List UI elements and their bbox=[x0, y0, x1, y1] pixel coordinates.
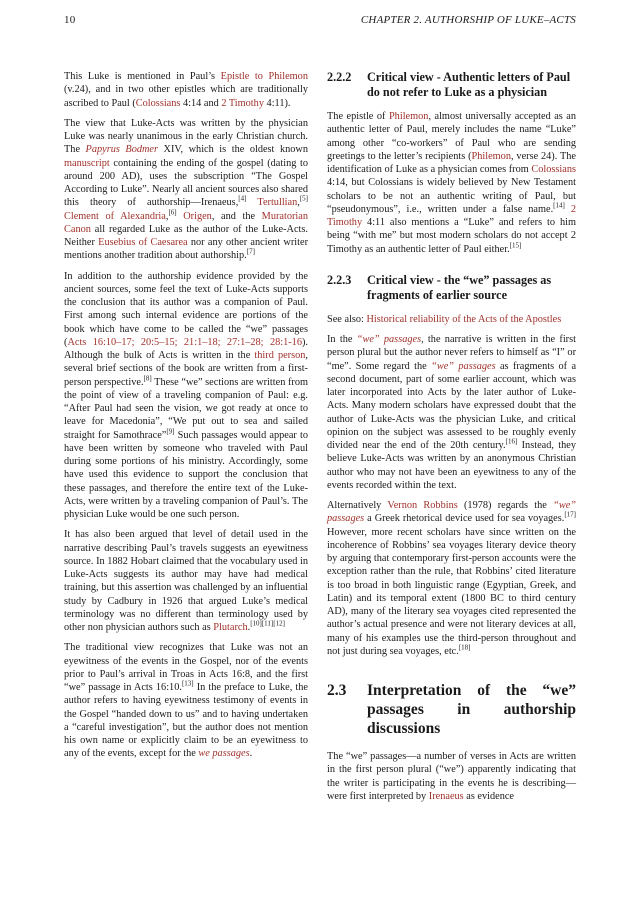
paragraph-internal-evidence: In addition to the authorship evidence provided by the ancient sources, some feel the text of Luke-Acts supports the conclusion that its author was a companion of Paul. First among such internal evidence are portions of the book which have come to be called the “we” passages (Acts 16:10–17; 20:5–15; 21:1–18; 27:1–28; 28:1-16). Although the bulk of Acts is written in the third person, several brief sections of the book are written from a first-person perspective.[8] These “we” sections are written from the point of view of a traveling companion of Paul: e.g. “After Paul had seen the vision, we got ready at once to leave for Macedonia”, “We put out to sea and sailed straight for Samothrace”[9] Such passages would appear to have been written by someone who traveled with Paul during some portions of his ministry. Accordingly, some have used this evidence to support the conclusion that these passages, and therefore the entire text of the Luke-Acts, were written by a traveling companion of Paul’s. The physician Luke would be one such person. bbox=[64, 270, 308, 520]
paragraph-robbins: Alternatively Vernon Robbins (1978) regards the “we” passages a Greek rhetorical device used for sea voyages.[17] However, more recent scholars have since written on the incoherence of Robbins’ sea voyages literary device theory by arguing that contemporary first-person accounts were the exception rather than the rule, that Robbins’ cited literature is too broad in both linguistic range (Egyptian, Greek, and Latin) and its temporal extent (1800 BC to third century AD), many of the literary sea voyages cited represented the author’s actual presence and were not literary devices at all, many of his examples use the third-person throughout and not just during sea voyages, etc.[18] bbox=[327, 500, 576, 657]
link-muratorian-canon[interactable]: Muratorian Canon bbox=[64, 210, 308, 235]
link-philemon[interactable]: Philemon bbox=[471, 150, 511, 162]
link-colossians[interactable]: Colossians bbox=[135, 97, 181, 109]
link-2-timothy[interactable]: 2 Timothy bbox=[221, 97, 264, 109]
link-we-passages[interactable]: “we” passages bbox=[356, 334, 422, 345]
link-acts-passages[interactable]: Acts 16:10–17; 20:5–15; 21:1–18; 27:1–28; 28:1-16 bbox=[67, 336, 302, 348]
paragraph-philemon: The epistle of Philemon, almost universally accepted as an authentic letter of Paul, merely includes the name “Luke” among other “co-workers” of Paul who are sending greetings to the letter’s recipients (Philemon, verse 24). The identification of Luke as a physician comes from Colossians 4:14, but Colossians is widely believed by New Testament scholars to be not an authentic writing of Paul, but “pseudonymous”, i.e., written under a false name.[14] 2 Timothy 4:11 also mentions a “Luke” and refers to him being “with me” but most modern scholars do not accept 2 Timothy as an authentic letter of Paul either.[15] bbox=[327, 111, 577, 255]
page-header bbox=[64, 14, 576, 34]
section-number: 2.2.3 bbox=[327, 272, 352, 287]
footnote-ref[interactable]: [5] bbox=[299, 194, 309, 203]
running-chapter-title: CHAPTER 2. AUTHORSHIP OF LUKE–ACTS bbox=[360, 14, 576, 26]
footnote-ref[interactable]: [14] bbox=[553, 201, 565, 210]
link-irenaeus[interactable]: Irenaeus bbox=[428, 790, 464, 802]
footnote-ref[interactable]: [8] bbox=[143, 374, 152, 383]
link-philemon[interactable]: Philemon bbox=[388, 111, 429, 122]
paragraph-not-eyewitness: The traditional view recognizes that Luke was not an eyewitness of the events in the Gospel, nor of the events prior to Paul’s arrival in Troas in Acts 16:8, and the first “we” passage in Acts 16:10.[13] In the preface to Luke, the author refers to having eyewitness testimony of events in the Gospel “handed down to us” and to having undertaken a “careful investigation”, but the author does not mention his own name or explicitly claim to be an eyewitness to any of the events, except for the we passages. bbox=[64, 642, 308, 760]
footnote-ref[interactable]: [15] bbox=[509, 241, 522, 250]
section-title: Critical view - Authentic letters of Paul do not refer to Luke as a physician bbox=[367, 70, 571, 99]
link-epistle-to-philemon[interactable]: Epistle to Philemon bbox=[220, 71, 308, 82]
page-number: 10 bbox=[64, 14, 76, 26]
section-heading-2-2-3 bbox=[327, 273, 576, 303]
footnote-ref[interactable]: [4] bbox=[238, 194, 247, 203]
link-papyrus-bodmer[interactable]: Papyrus Bodmer bbox=[85, 144, 158, 156]
link-tertullian[interactable]: Tertullian bbox=[257, 197, 298, 209]
paragraph-interpretation: The “we” passages—a number of verses in Acts are written in the first person plural (“we”) apparently indicating that the writer is participating in the events he is describing—were first interpreted by Irenaeus as evidence bbox=[327, 751, 576, 802]
section-number: 2.3 bbox=[327, 682, 347, 699]
footnote-ref[interactable]: [6] bbox=[168, 208, 177, 217]
section-title: Interpretation of the “we” passages in authorship discussions bbox=[367, 682, 576, 737]
see-also-note: See also: Historical reliability of the Acts of the Apostles bbox=[327, 313, 562, 325]
link-eusebius[interactable]: Eusebius of Caesarea bbox=[98, 237, 188, 248]
footnote-ref[interactable]: [10][11][12] bbox=[250, 619, 285, 628]
link-clement-of-alexandria[interactable]: Clement of Alexandria bbox=[64, 210, 166, 222]
footnote-ref[interactable]: [18] bbox=[458, 643, 471, 652]
link-we-passages[interactable]: “we” passages bbox=[431, 360, 496, 372]
link-third-person[interactable]: third person bbox=[254, 350, 306, 361]
section-heading-2-3 bbox=[327, 681, 576, 738]
section-number: 2.2.2 bbox=[327, 70, 352, 84]
paragraph-eyewitness-detail: It has also been argued that level of detail used in the narrative describing Paul’s travels suggests an eyewitness source. In 1882 Hobart claimed that the vocabulary used in Luke-Acts suggests its author may have had medical training, but this assertion was challenged by an influential study by Cadbury in 1926 that argued Luke’s medical terminology was no different than terminology used by other non physician authors such as Plutarch.[10][11][12] bbox=[64, 529, 308, 633]
footnote-ref[interactable]: [13] bbox=[181, 679, 194, 688]
link-colossians[interactable]: Colossians bbox=[531, 164, 576, 175]
link-plutarch[interactable]: Plutarch bbox=[213, 622, 248, 633]
link-2-timothy[interactable]: 2 Timothy bbox=[327, 203, 577, 228]
paragraph-we-passages-fragments: In the “we” passages, the narrative is written in the first person plural but the author never refers to himself as “I” or “me”. Some regard the “we” passages as fragments of a second document, part of some earlier account, which was later incorporated into Acts by the later author of Luke-Acts. Many modern scholars have expressed doubt that the author of Luke-Acts was the physician Luke, and critical opinion on the subject was assessed to be roughly evenly divided near the end of the 20th century.[16] Instead, they believe Luke-Acts was written by an anonymous Christian author who may not have been an eyewitness to any of the events recorded within the text. bbox=[327, 334, 577, 491]
footnote-ref[interactable]: [16] bbox=[505, 437, 518, 446]
left-column bbox=[64, 70, 308, 768]
footnote-ref[interactable]: [9] bbox=[166, 427, 175, 436]
link-origen[interactable]: Origen bbox=[183, 210, 212, 222]
paragraph-traditional-view: The view that Luke-Acts was written by the physician Luke was nearly unanimous in the early Christian church. The Papyrus Bodmer XIV, which is the oldest known manuscript containing the ending of the gospel (dating to around 200 AD), uses the subscription “The Gospel According to Luke”. Nearly all ancient sources also shared this theory of authorship—Irenaeus,[4] Tertullian,[5] Clement of Alexandria,[6] Origen, and the Muratorian Canon all regarded Luke as the author of the Luke-Acts. Neither Eusebius of Caesarea nor any other ancient writer mentions another tradition about authorship.[7] bbox=[64, 117, 309, 262]
right-column bbox=[327, 70, 576, 810]
paragraph-luke-mentioned: This Luke is mentioned in Paul’s Epistle to Philemon (v.24), and in two other epistles which are traditionally ascribed to Paul (Colossians 4:14 and 2 Timothy 4:11). bbox=[64, 71, 308, 109]
link-we-passages[interactable]: we passages bbox=[198, 748, 250, 760]
link-manuscript[interactable]: manuscript bbox=[64, 157, 110, 169]
section-title: Critical view - the “we” passages as fragments of earlier source bbox=[367, 272, 552, 302]
section-heading-2-2-2 bbox=[327, 70, 576, 100]
footnote-ref[interactable]: [17] bbox=[564, 510, 576, 519]
link-vernon-robbins[interactable]: Vernon Robbins bbox=[387, 500, 458, 511]
link-historical-reliability[interactable]: Historical reliability of the Acts of the Apostles bbox=[366, 313, 562, 325]
footnote-ref[interactable]: [7] bbox=[246, 247, 255, 256]
link-we-passages[interactable]: “we” passages bbox=[327, 500, 576, 525]
